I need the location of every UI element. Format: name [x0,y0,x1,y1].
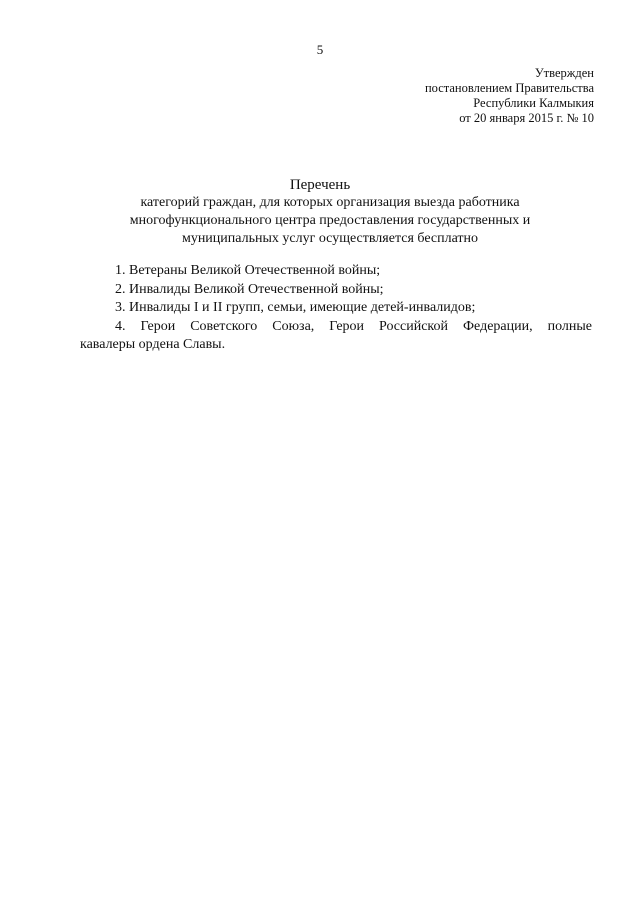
title-subtitle [20,194,640,248]
list-item: 2. Инвалиды Великой Отечественной войны; [115,281,384,297]
approval-line-republic: Республики Калмыкия [473,96,594,110]
approval-line-date: от 20 января 2015 г. № 10 [459,111,594,125]
approval-stamp [425,66,594,126]
title-subtitle-line-1: категорий граждан, для которых организация выезда работника [140,195,520,210]
title-heading: Перечень [289,177,351,193]
title-subtitle-line-2: многофункционального центра предоставления государственных и [129,213,531,228]
categories-list [80,262,592,355]
list-item-line-2: кавалеры ордена Славы. [80,337,226,352]
list-item-line-1: 4. Герои Советского Союза, Герои Российской Федерации, полные [115,318,592,334]
list-item: 3. Инвалиды I и II групп, семьи, имеющие детей-инвалидов; [115,300,476,315]
approval-line-approved: Утвержден [534,66,594,80]
page-number: 5 [316,42,324,57]
title-subtitle-line-3: муниципальных услуг осуществляется бесплатно [181,231,479,246]
list-item [80,318,592,355]
list-item: 1. Ветераны Великой Отечественной войны; [115,263,381,278]
document-title [0,176,640,248]
approval-line-resolution: постановлением Правительства [424,81,594,95]
